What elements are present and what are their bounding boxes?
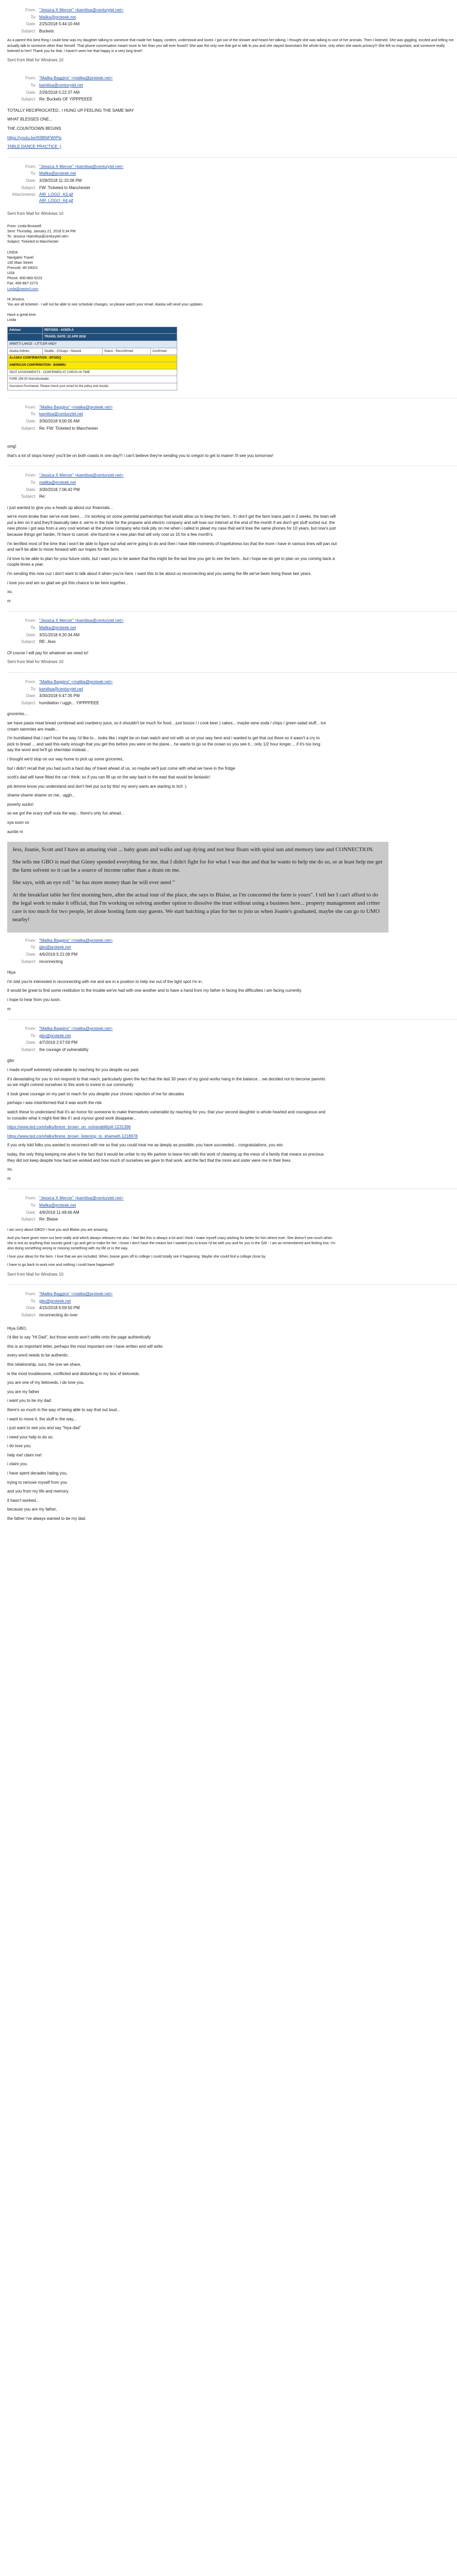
table-cell: ALASKA CONFIRMATION - BFSIDQ [8,355,177,362]
email-body [7,1326,327,1522]
email-header [11,472,457,499]
date-label: Date: [26,178,36,183]
email-header [11,7,457,34]
email-body [7,711,327,835]
body-paragraph: i'd like to say "Hi Dad", but those words won't settle onto the page authentically [7,1335,151,1340]
date-label: Date: [26,952,36,957]
body-paragraph: i claim you. [7,1462,28,1467]
body-paragraph: i'm told you're interested in reconnecting with me and are in a position to help me out of the tight spot i'm in. [7,979,203,984]
email-message [7,404,457,459]
body-paragraph: i'm terrified most of the time that i won't be able to figure out what we're going to do and then i have little moments of hopefulness too that the more i have in various lines will pan out and we'll be able to move forward with our hopes for the farm. [7,541,337,552]
subject-label: Subject: [21,639,36,645]
date-value: 3/31/2018 6:20:34 AM [39,632,80,637]
fwd-email-link[interactable]: Linda@navtrvl.com [7,287,39,291]
subject-value: Re: [39,494,46,499]
email-header [11,404,457,431]
body-paragraph: we're more broke than we've ever been.... i'm working on some potential partnerships that would allow us to keep the farm.. if i don't get the farm loans paid in 2 weeks, the town will put a lien on it and they'll basically take it. we're in the hole for the propane and electric company and will lose our internet at the end of the month if we don't get stuff sorted out. the new phone i got was from a very cool woman at the phone company who took pity on me when i called to plead my case that we'd lose the same phones for 10 years, but now's just because things get harder, i'll have to cancel. she found me a new plan that will only cost us 15 for a few month's. [7,514,336,537]
body-paragraph: THE COUNTDOWN BEGINS [7,126,61,131]
from-address[interactable]: "Malika Baggins" <malika@proteek.net> [39,938,113,943]
to-label: To: [30,1202,36,1208]
email-body [7,970,327,1012]
email-body [7,505,337,604]
table-cell: TRAVEL DATE: 22 APR 2018 [42,334,177,341]
email-message [7,938,457,1012]
body-paragraph: sya soon xo [7,820,29,825]
subject-value: reconnecting do over [39,1312,78,1317]
date-value: 3/30/2018 9:00:05 AM [39,418,80,423]
fwd-line: From: Linda Broswell [7,224,41,228]
body-paragraph: i have spent decades hating you, [7,1471,67,1476]
body-paragraph: and you from my life and memory. [7,1489,70,1494]
from-label: From: [25,938,36,943]
body-paragraph: shame shame shame on me.. uggh... [7,793,76,798]
note-paragraph: She says, with an eye roll " he has more money than he will ever need " [12,879,175,886]
email-header [11,1195,457,1222]
subject-value: RE: Jess [39,639,56,645]
table-row [8,348,177,355]
from-address[interactable]: "Malika Baggins" <malika@proteek.net> [39,679,113,684]
forwarded-message [7,224,457,391]
body-paragraph: scott's dad will have fitted the car i think; so if you can fill up on the way back to the east that would be fantastic! [7,775,211,780]
fwd-line: 130 Main Street [7,261,33,265]
email-message [7,1026,457,1181]
attachments-label: Attachments: [12,192,36,197]
email-message [7,1291,457,1521]
from-label: From: [25,404,36,410]
fwd-line: Prescott, WI 54021 [7,266,38,270]
body-paragraph: i need your help to do so. [7,1434,54,1439]
date-value: 3/28/2018 11:15:06 PM [39,178,82,183]
email-message [7,679,457,835]
date-value: 4/7/2018 2:57:59 PM [39,1040,78,1045]
body-paragraph: gbo [7,1058,14,1063]
table-cell: Seattle - Chicago - Newark [42,348,102,355]
to-label: To: [30,625,36,630]
fwd-line: Fax: 406-887-2273 [7,282,38,286]
attachments-list [39,192,457,204]
fwd-line: Phone: 800-883-5223 [7,277,42,281]
to-address[interactable]: gbo@proteek.net [39,945,71,950]
subject-value: the courage of vulnerability [39,1047,89,1052]
table-cell: SEAT ASSIGNMENTS - CONFIRMED AT CHECK-IN TIME [8,369,177,376]
to-address[interactable]: gbo@proteek.net [39,1033,71,1038]
fwd-line: Sent: Thursday, January 21, 2018 5:34 PM [7,230,76,234]
body-paragraph: every word needs to be authentic. [7,1353,70,1358]
email-message [7,472,457,604]
email-header [11,938,457,964]
divider [7,1284,457,1285]
from-label: From: [25,1196,36,1201]
highlighted-note [7,842,388,933]
table-row [8,383,177,391]
from-address[interactable]: "Jessica X Mercer" <kamilisa@centurytel.net> [39,1196,124,1201]
table-cell: AMERICAN CONFIRMATION - BSIMMU [8,362,177,369]
fwd-line: Subject: Ticketed to Manchester [7,240,59,244]
table-cell: Insurance Purchased. Please check your email for the policy and receipt. [8,383,177,391]
body-paragraph: i want you to be my dad. [7,1398,52,1403]
from-address[interactable]: "Jessica X Mercer" <kamilisa@centurytel.net> [39,618,124,623]
from-label: From: [25,1292,36,1297]
fwd-line: USA [7,272,15,276]
subject-label: Subject: [21,426,36,431]
body-paragraph: I am sorry about GBO!!! I love you and Blaise you are amazing. [7,1228,109,1232]
subject-label: Subject: [21,494,36,499]
note-paragraph: At the breakfast table her first morning here, after the actual tour of the place, she says to Blaise, as I'm concerned the farm is yours". I tell her I can't afford to do the legal work to make it official, that I'm working on solving another option to dissolve the trust without using a business here... property management and critter care is too much for two people, let alone hosting farm stay guests. We start hatching a plan for her to join us when Joanie's graduated, maybe she can go to UMO nearby! [12,892,380,923]
body-paragraph: omg! [7,444,16,449]
body-paragraph: we have pasta meat bread cornbread and cranberry juice, so it shouldn't be much for food... just booze / i cook beer ) cakes... maybe wine soda / chips / green salad stuff... ice cream sammies are made... [7,720,326,732]
body-paragraph: the father i've always wanted to be my dad. [7,1516,87,1521]
to-label: To: [30,14,36,20]
body-paragraph: auntie m [7,829,23,834]
table-row [8,341,177,348]
fwd-line: LINDA [7,250,18,255]
date-label: Date: [26,22,36,27]
from-address[interactable]: "Jessica X Mercer" <kamilisa@centurytel.net> [39,164,124,169]
body-paragraph: xo, [7,589,13,595]
body-paragraph: help me! claim me! [7,1452,42,1458]
body-paragraph: Hiya [7,970,16,975]
email-body [7,108,457,150]
from-address[interactable]: "Malika Baggins" <malika@proteek.net> [39,404,113,410]
table-row [8,355,177,362]
subject-value: FW: Ticketed to Manchester [39,185,91,190]
from-label: From: [25,618,36,623]
body-paragraph: you are one of my beloveds, i do love you. [7,1380,84,1385]
body-paragraph: trying to remove myself from you [7,1480,67,1485]
from-address[interactable]: "Jessica X Mercer" <kamilisa@centurytel.net> [39,8,124,12]
body-paragraph: it hasn't worked... [7,1498,39,1503]
fwd-line: Navigator Travel [7,256,33,260]
fwd-line: Linda [7,318,16,323]
email-header [11,1291,457,1318]
table-cell: REF/GDS - AC6Z5-A [42,327,177,334]
date-value: 4/15/2018 6:59:50 PM [39,1306,80,1311]
body-paragraph: i hope to hear from you soon. [7,997,61,1002]
from-address[interactable]: "Jessica X Mercer" <kamilisa@centurytel.net> [39,473,124,478]
body-paragraph: xo, [7,1167,13,1172]
from-label: From: [25,1026,36,1031]
body-paragraph: i'm humiliated that i can't host the way i'd like to... looks like i might be on loan watch and not with us on your way here and i wanted to get that out there so it wasn't a cry to pick to bread ... and said this early enough that you get this before you were on the plane... he wants to go so the ocean so you see it... only 1/2 hour longer.... if it's too long say the word and he'll go sherridan instead... [7,736,320,753]
subject-value: Re: FW: Ticketed to Manchester [39,426,98,431]
body-paragraph: there's so much in the way of being able to say that out loud... [7,1407,120,1412]
subject-label: Subject: [21,97,36,102]
ted-talk-link[interactable]: https://www.ted.com/talks/brene_brown_listening_to_shame#t-1218978 [7,1133,138,1139]
sent-from-footer: Sent from Mail for Windows 10 [7,211,63,216]
body-paragraph: WHAT BLESSES ONE... [7,117,53,122]
body-paragraph: i'm sending this now cuz i don't want to talk about it when you're here. i want this to be about us reconnecting and you seeing the life we've been living these last years. [7,571,312,577]
divider [7,157,457,158]
body-paragraph: it took great courage on my part to reach for you despite your chronic rejection of me for decades [7,1091,184,1096]
table-cell: Alaska Airlines [8,348,43,355]
body-paragraph: this relationship, ours, the one we share, [7,1362,81,1367]
body-paragraph: i just want to see you and say "hiya dad" [7,1426,81,1431]
subject-label: Subject: [21,959,36,964]
body-paragraph: it's devastating for you to not respond to that reach, particularly given the fact that the last 30 years of my good works hang in the balance... we decided not to become parents so we might commit ourselves to this work to invest in our community [7,1076,325,1088]
body-paragraph: m [7,1006,11,1011]
date-label: Date: [26,693,36,699]
to-label: To: [30,480,36,485]
fwd-line: You are all ticketed - I will not be able to see schedule changes, so please watch your email. Alaska will send your updates. [7,303,204,307]
to-label: To: [30,1033,36,1038]
body-paragraph: is the most troublesome, conflicted and disturbing in my box of beloveds. [7,1371,140,1376]
body-paragraph: i do love you. [7,1444,32,1449]
from-label: From: [25,679,36,684]
subject-value: reconnecting [39,959,63,964]
body-paragraph: it would be great to find some restitution to the trouble we've had with one another and to have a hand from my father in facing the difficulties i am facing currently. [7,988,302,993]
date-label: Date: [26,1040,36,1045]
sent-from-footer: Sent from Mail for Windows 10 [7,1272,63,1277]
body-paragraph: i love you and am so glad we got this chance to be here together... [7,580,129,585]
from-label: From: [25,164,36,169]
youtube-link[interactable]: https://youtu.be/I59BNFWIPIs [7,135,62,140]
to-address[interactable]: Malika@proteek.net [39,625,76,630]
email-body [7,1228,337,1268]
to-label: To: [30,412,36,417]
fwd-line: Hi Jessica, [7,297,25,301]
divider [7,611,457,612]
date-label: Date: [26,418,36,423]
to-address[interactable]: kamilisa@centurytel.net [39,82,83,88]
email-header [11,75,457,102]
to-label: To: [30,1298,36,1303]
to-address[interactable]: Malika@proteek.net [39,14,76,20]
body-paragraph: Hiya GBO, [7,1326,27,1331]
email-message [7,1195,457,1277]
note-paragraph: Jess, Joanie, Scott and I have an amazing visit ... baby goats and walks and sap dying and not bear floats with spiral sun and memory lane and CONNECTION. [12,846,374,853]
email-body [7,444,457,459]
body-paragraph: i want to move it, the stuff in the way... [7,1416,77,1421]
body-paragraph: because you are my father, [7,1507,57,1512]
from-label: From: [25,8,36,12]
body-paragraph: that's a lot of stops honey! you'll be on both coasts in one day!!! i can't believe they're sending you to oregon to get to maine! i'll see you tomorrow! [7,453,274,458]
date-label: Date: [26,1210,36,1215]
table-row [8,327,177,334]
email-header [11,1026,457,1053]
note-paragraph: She tells me GBO is mad that Ginny spended everything for me, that I didn't fight for for what I was due and that he wants to help me do so, or at least help me get the farm solvent so it can be a source of income rather than a drain on me. [12,859,383,874]
email-message [7,0,457,63]
table-cell: Status - Reconfirmed [103,348,151,355]
date-value: 4/6/2018 5:21:08 PM [39,952,78,957]
body-paragraph: this is an important letter, perhaps the most important one i have written and will write. [7,1344,164,1349]
body-paragraph: watch these to understand that it's an honor for someone to make themselves vulnerable by reaching for you, that your second daughter is whole hearted and courageous and to consider what it might feel like if i and my/our good work disappear... [7,1110,326,1121]
date-label: Date: [26,632,36,637]
body-paragraph: you are my father [7,1389,40,1394]
subject-label: Subject: [21,185,36,190]
email-body [7,1058,327,1181]
sent-from-footer: Sent from Mail for Windows 10 [7,659,63,665]
to-label: To: [30,945,36,950]
email-header [11,164,457,204]
table-row [8,376,177,383]
table-row [8,334,177,341]
email-message [7,164,457,217]
body-paragraph: today, the only thing keeping me alive is the fact that it would be unfair to my life partner to leave him with the work of cleaning up the mess of a family that means so precious they did not keep despite how hard we worked and how much of ourselves we gave to that work. and the fact that the more and sister were me in their lives. [7,1152,324,1163]
body-paragraph: i just wanted to give you a heads up about our financials... [7,505,113,510]
date-label: Date: [26,1306,36,1311]
body-paragraph: i thought we'd stop on our way home to pick up some groceries, [7,756,124,761]
subject-value: Re: Blaise [39,1217,58,1222]
fwd-line: To: Jessica <kamilisa@centurytel.net> [7,235,69,239]
body-paragraph: so we got the scary stuff outa the way... there's only fun ahead... [7,811,125,816]
subject-label: Subject: [21,700,36,705]
to-address[interactable]: kamilisa@centurytel.net [39,686,83,691]
email-header [11,618,457,645]
body-paragraph: And you have given mom our best really and which always releases me also. I feel like this is always a lot and I think I make myself crazy wishing for better for him where ever. She doesn't see much when she is lost as anything that sounds good I go and get to make for her. I know I don't have the means but I wanted you to know I'd be with you and for you in the GM - I am as remembered and feeling lost. I'm also doing something wrong or missing something with my life or in the way. [7,1236,335,1251]
to-label: To: [30,171,36,176]
email-body [7,650,457,656]
body-paragraph: groceries... [7,711,28,717]
body-paragraph: perhaps i was misinformed that it was worth the risk [7,1100,102,1106]
body-paragraph: Of course I will pay for whatever we need to! [7,650,89,655]
body-paragraph: but i didn't recall that you had such a hard day of travel ahead of us, so maybe we'll just come with what we have in the fridge [7,766,235,771]
to-label: To: [30,686,36,691]
date-label: Date: [26,90,36,95]
body-paragraph: I have to go back to work now and nothing I could have happened!! [7,1263,114,1267]
subject-value: Buckets [39,28,54,33]
table-dance-link[interactable]: TABLE DANCE PRACTICE :) [7,144,61,149]
body-paragraph: m [7,1176,11,1181]
sent-from-footer: Sent from Mail for Windows 10 [7,57,63,62]
attachment-file[interactable]: AIR_LOGO_A3.gif [39,192,73,197]
date-label: Date: [26,487,36,492]
divider [7,672,457,673]
itinerary-table [7,327,177,391]
date-value: 4/9/2018 11:49:46 AM [39,1210,79,1215]
body-paragraph: As a parent this best thing I could hear was my daughter talking to someone that made her happy, content, understood and loved. I got out of the shower and heard her talking. I thought she was talking to one of her animals. Then I listened. She was giggling, excited and telling me actually talk to someone other than herself. That phone conversation meant more to her than you will ever know!!! She was the only one that got to talk to you and she stayed downstairs the whole time, only when she wants privacy!!! She felt so important, and someone really listened to her!! Thank you for that, I haven't seen her that happy in a very long time!! [7,39,454,53]
table-cell: Advisor [8,327,43,334]
from-label: From: [25,76,36,81]
email-header [11,679,457,706]
body-paragraph: I love your ideas for the farm. I love that we are included. When Joanie goes off to college I could totally see it happening. Maybe she could find a college close by. [7,1255,266,1259]
date-value: 3/30/2018 6:47:35 PM [39,693,80,699]
subject-label: Subject: [21,1312,36,1317]
table-cell: ARBITTI LANCE - LITTLER ANDY [8,341,177,348]
email-message [7,618,457,665]
body-paragraph: pls lemme know you understand and don't feel put out by this! my worry warts are starting to itch :) [7,784,187,789]
subject-label: Subject: [21,28,36,33]
to-address[interactable]: Malika@proteek.net [39,171,76,176]
to-address[interactable]: Malika@proteek.net [39,1202,76,1208]
email-body [7,38,457,54]
date-value: 2/25/2018 5:44:10 AM [39,22,80,27]
to-address[interactable]: gbo@proteek.net [39,1298,71,1303]
table-row [8,369,177,376]
subject-label: Subject: [21,1217,36,1222]
to-label: To: [30,82,36,88]
subject-value: humiliation / uggh... YIPPPPEEE [39,700,99,705]
body-paragraph: poverty sucks! [7,802,34,807]
subject-value: Re: Buckets OF YIPPPEEEE [39,97,93,102]
date-value: 3/30/2018 7:06:42 PM [39,487,80,492]
to-address[interactable]: malika@proteek.net [39,480,76,485]
body-paragraph: TOTALLY RECIPROCATED.. I HUNG UP FEELING THE SAME WAY [7,108,134,113]
attachment-file[interactable]: AIR_LOGO_A4.gif [39,198,73,203]
from-address[interactable]: "Malika Baggins" <malika@proteek.net> [39,1292,113,1297]
table-row [8,362,177,369]
table-cell: Confirmed [150,348,177,355]
table-cell: FARE 259.00 Nonrefundable [8,376,177,383]
date-value: 2/26/2018 5:22:37 AM [39,90,80,95]
email-message [7,70,457,149]
from-address[interactable]: "Malika Baggins" <malika@proteek.net> [39,1026,113,1031]
to-address[interactable]: kamilisa@centurytel.net [39,412,83,417]
body-paragraph: if you only told folks you wanted to reconnect with me so that you could treat me as deeply as possible, you have succeeded... congratulations, you win. [7,1143,284,1148]
subject-label: Subject: [21,1047,36,1052]
fwd-line: Have a great time. [7,313,37,317]
body-paragraph: i'd love to be able to plan for your future visits, but i want you to be aware that this might be the last time you get to see the farm.. but i hope we do get to plan on you coming back a couple times a year. [7,556,335,567]
from-label: From: [25,473,36,478]
ted-talk-link[interactable]: https://www.ted.com/talks/brene_brown_on_vulnerability#t-1231396 [7,1125,131,1130]
body-paragraph: i made myself extremely vulnerable by reaching for you despite our past [7,1067,139,1073]
divider [7,1019,457,1020]
from-address[interactable]: "Malika Baggins" <malika@proteek.net> [39,76,113,81]
body-paragraph: m [7,598,11,603]
